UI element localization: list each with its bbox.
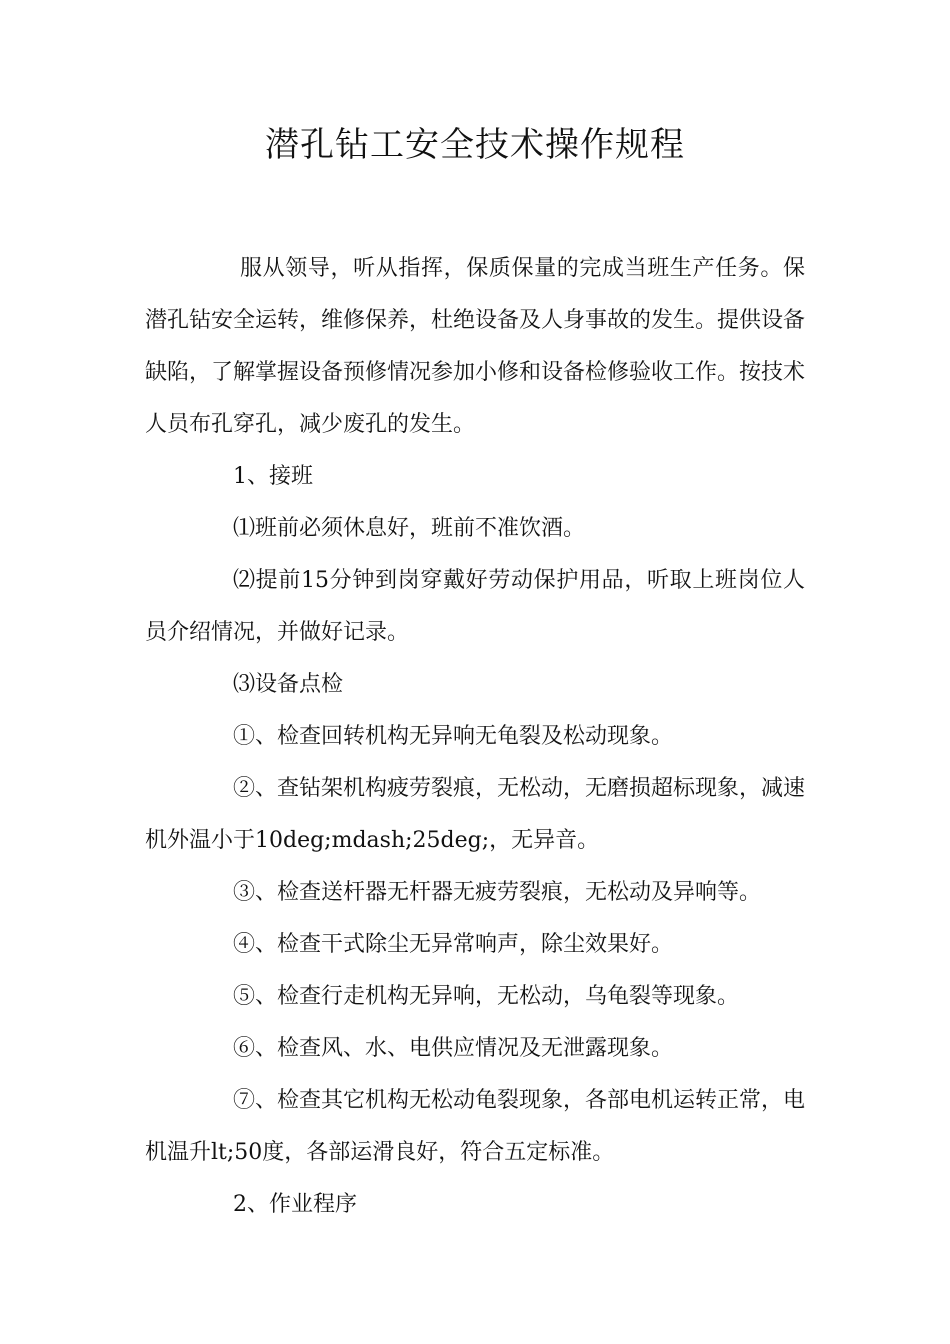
check-item-1: ①、检查回转机构无异响无龟裂及松动现象。 — [233, 724, 674, 749]
check-item-7: ⑦、检查其它机构无松动龟裂现象，各部电机运转正常，电机温升lt;50度，各部运滑良好，符合五定标准。 — [145, 1088, 806, 1165]
check-item-5: ⑤、检查行走机构无异响，无松动，乌龟裂等现象。 — [233, 984, 740, 1009]
document-title: 潜孔钻工安全技术操作规程 — [265, 125, 685, 165]
check-item-6: ⑥、检查风、水、电供应情况及无泄露现象。 — [233, 1036, 674, 1061]
section-heading-handover: 1、接班 — [233, 464, 313, 489]
document-body — [145, 243, 805, 1231]
section-heading-procedure: 2、作业程序 — [233, 1192, 357, 1217]
check-item-4: ④、检查干式除尘无异常响声，除尘效果好。 — [233, 932, 674, 957]
list-item-equipment-check: ⑶设备点检 — [233, 672, 344, 697]
list-item-rest: ⑴班前必须休息好，班前不准饮酒。 — [233, 516, 586, 541]
check-item-2: ②、查钻架机构疲劳裂痕，无松动，无磨损超标现象，减速机外温小于10deg;mdash;25deg;，无异音。 — [145, 776, 806, 853]
list-item-arrive-early: ⑵提前15分钟到岗穿戴好劳动保护用品，听取上班岗位人员介绍情况，并做好记录。 — [145, 568, 805, 645]
check-item-3: ③、检查送杆器无杆器无疲劳裂痕，无松动及异响等。 — [233, 880, 762, 905]
intro-paragraph: 服从领导，听从指挥，保质保量的完成当班生产任务。保潜孔钻安全运转，维修保养，杜绝设备及人身事故的发生。提供设备缺陷，了解掌握设备预修情况参加小修和设备检修验收工作。按技术人员布孔穿孔，减少废孔的发生。 — [145, 256, 806, 437]
